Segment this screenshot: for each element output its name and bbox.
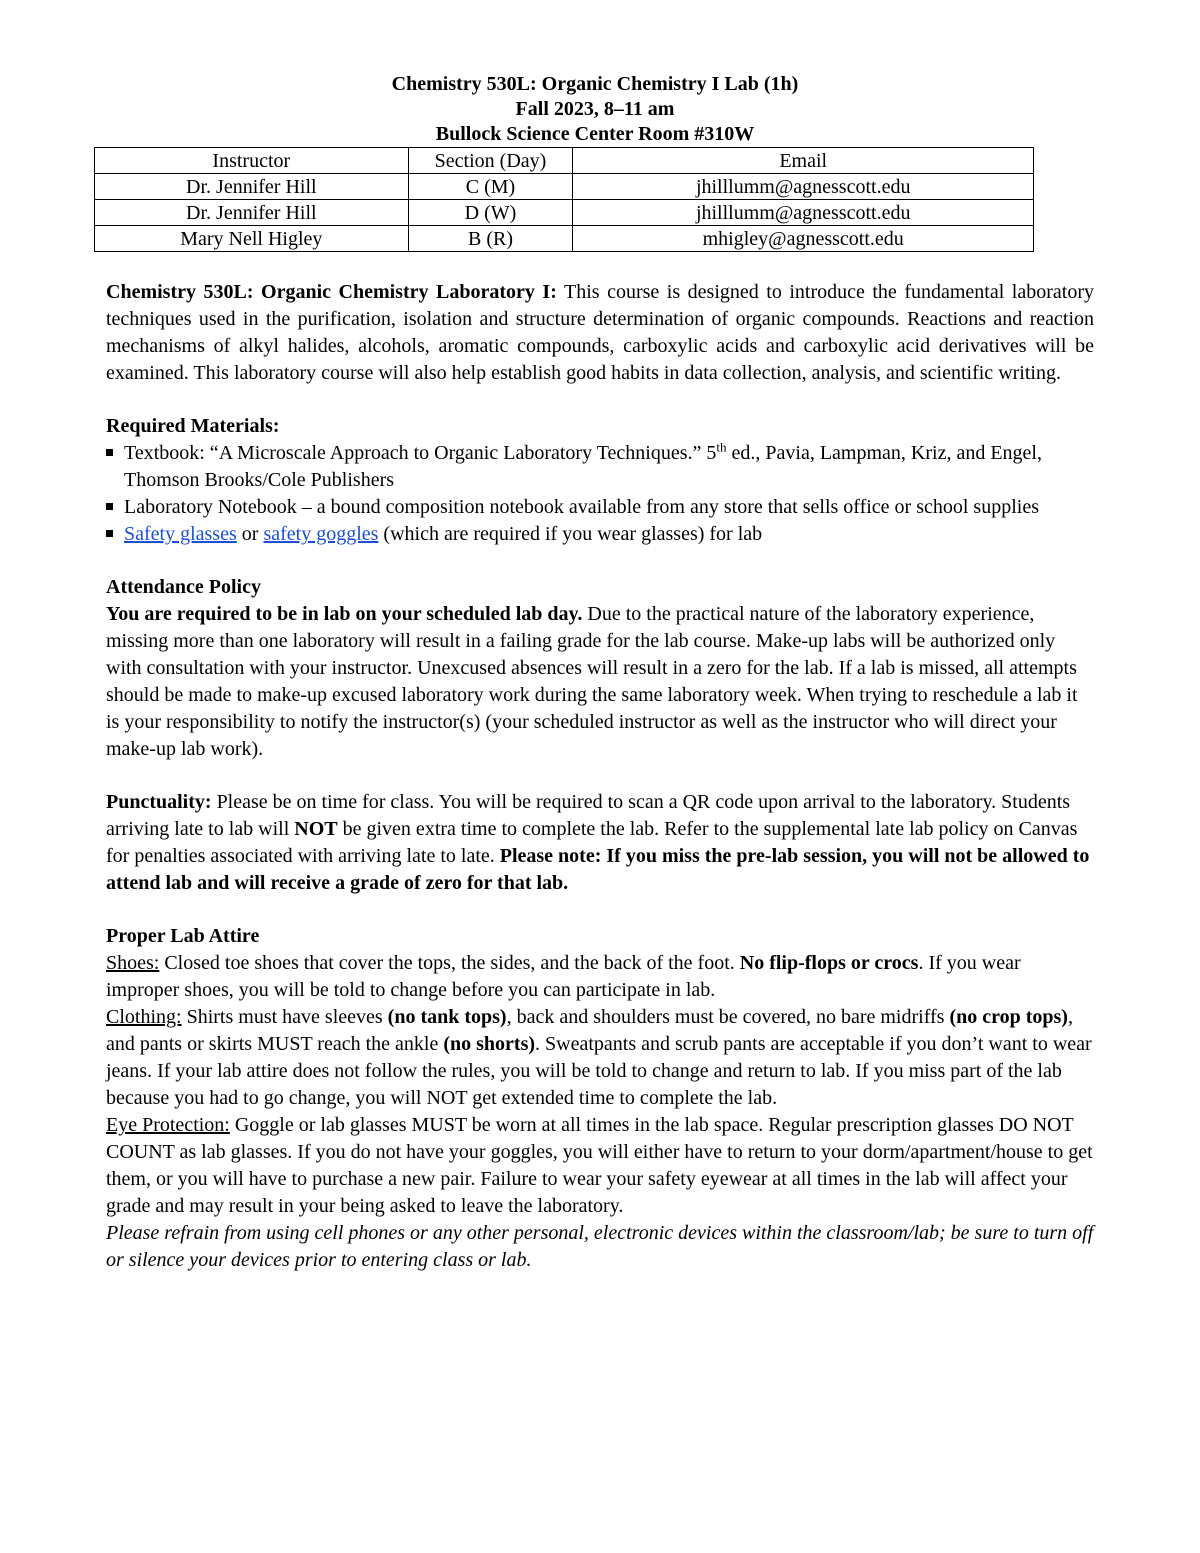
course-title: Chemistry 530L: Organic Chemistry I Lab (1h) [391, 73, 799, 95]
eye-label: Eye Protection: [106, 1114, 230, 1136]
eye-text: Goggle or lab glasses MUST be worn at all times in the lab space. Regular prescription glasses DO NOT COUNT as lab glasses. If you do not have your goggles, you will either have to return to your dorm/apartment/house to get them, or you will have to purchase a new pair. Failure to wear your safety eyewear at all times in the lab will affect your grade and may result in your being asked to leave the laboratory. [106, 1114, 1093, 1217]
attire-heading: Proper Lab Attire [106, 925, 260, 947]
table-cell: Dr. Jennifer Hill [95, 200, 409, 226]
shoes-text-1: Closed toe shoes that cover the tops, the sides, and the back of the foot. [159, 952, 740, 974]
attendance-body [106, 601, 1094, 763]
list-item [106, 494, 1094, 521]
punctuality-not: NOT [294, 818, 338, 840]
table-cell: jhilllumm@agnesscott.edu [573, 174, 1034, 200]
table-cell: D (W) [408, 200, 573, 226]
shoes-label: Shoes: [106, 952, 160, 974]
table-cell: Dr. Jennifer Hill [95, 174, 409, 200]
punctuality-paragraph [106, 789, 1094, 897]
materials-list [106, 440, 1094, 548]
punctuality-text-2: be given extra time to complete the lab. Refer to the supplemental late lab policy on Canvas for penalties associated with arriving late to late. [106, 818, 1078, 867]
attendance-text: Due to the practical nature of the laboratory experience, missing more than one laboratory will result in a failing grade for the lab course. Make-up labs will be authorized only with consultation with your instructor. Unexcused absences will result in a zero for the lab. If a lab is missed, all attempts should be made to make-up excused laboratory work during the same laboratory week. When trying to reschedule a lab it is your responsibility to notify the instructor(s) (your scheduled instructor as well as the instructor who will direct your make-up lab work). [106, 603, 1078, 760]
course-header [96, 72, 1094, 147]
syllabus-page [106, 72, 1094, 1274]
table-row [95, 226, 1034, 252]
shoes-bold: No flip-flops or crocs [739, 952, 919, 974]
punctuality-note: Please note: If you miss the pre-lab session, you will not be allowed to attend lab and will receive a grade of zero for that lab. [106, 845, 1090, 894]
table-header: Instructor [95, 148, 409, 174]
safety-rest-text: (which are required if you wear glasses) for lab [378, 523, 763, 545]
materials-heading: Required Materials: [106, 415, 280, 437]
table-cell: B (R) [408, 226, 573, 252]
attendance-lead: You are required to be in lab on your scheduled lab day. [106, 603, 583, 625]
table-row [95, 200, 1034, 226]
table-row [95, 174, 1034, 200]
clothing-text-1: Shirts must have sleeves [181, 1006, 388, 1028]
table-header: Email [573, 148, 1034, 174]
list-item [106, 440, 1094, 494]
description-lead: Chemistry 530L: Organic Chemistry Laboratory I: [106, 281, 557, 303]
list-item [106, 521, 1094, 548]
punctuality-text-1: Please be on time for class. You will be required to scan a QR code upon arrival to the laboratory. Students arriving late to lab will [106, 791, 1071, 840]
course-term: Fall 2023, 8–11 am [515, 98, 675, 120]
clothing-text-4: . Sweatpants and scrub pants are acceptable if you don’t want to wear jeans. If your lab attire does not follow the rules, you will be told to change and return to lab. If you miss part of the lab because you had to go change, you will NOT get extended time to complete the lab. [106, 1033, 1092, 1109]
clothing-bold-2: (no crop tops) [949, 1006, 1068, 1028]
table-header: Section (Day) [408, 148, 573, 174]
clothing-text-2: , back and shoulders must be covered, no bare midriffs [506, 1006, 950, 1028]
safety-glasses-link[interactable]: Safety glasses [124, 523, 237, 545]
table-cell: mhigley@agnesscott.edu [573, 226, 1034, 252]
bullet-icon [106, 530, 113, 537]
bullet-icon [106, 449, 113, 456]
shoes-text-2: . If you wear improper shoes, you will be told to change before you can participate in lab. [106, 952, 1021, 1001]
table-cell: jhilllumm@agnesscott.edu [573, 200, 1034, 226]
punctuality-label: Punctuality: [106, 791, 212, 813]
table-header-row [95, 148, 1034, 174]
attendance-heading: Attendance Policy [106, 576, 261, 598]
course-room: Bullock Science Center Room #310W [435, 123, 755, 145]
shoes-paragraph [106, 950, 1094, 1004]
table-cell: C (M) [408, 174, 573, 200]
devices-note: Please refrain from using cell phones or any other personal, electronic devices within the classroom/lab; be sure to turn off or silence your devices prior to entering class or lab. [106, 1222, 1094, 1271]
safety-or-text: or [236, 523, 264, 545]
clothing-bold-1: (no tank tops) [387, 1006, 507, 1028]
eye-paragraph [106, 1112, 1094, 1220]
safety-goggles-link[interactable]: safety goggles [263, 523, 379, 545]
bullet-icon [106, 503, 113, 510]
clothing-text-3: , and pants or skirts MUST reach the ankle [106, 1006, 1073, 1055]
clothing-label: Clothing: [106, 1006, 182, 1028]
description-body: This course is designed to introduce the fundamental laboratory techniques used in the purification, isolation and structure determination of organic compounds. Reactions and reaction mechanisms of alkyl halides, alcohols, aromatic compounds, carboxylic acids and carboxylic acid derivatives will be examined. This laboratory course will also help establish good habits in data collection, analysis, and scientific writing. [106, 281, 1094, 384]
table-cell: Mary Nell Higley [95, 226, 409, 252]
textbook-text-b: ed., Pavia, Lampman, Kriz, and Engel, Thomson Brooks/Cole Publishers [124, 442, 1042, 491]
notebook-text: Laboratory Notebook – a bound composition notebook available from any store that sells office or school supplies [124, 496, 1039, 518]
instructor-table [94, 147, 1034, 252]
textbook-sup: th [716, 439, 727, 455]
clothing-paragraph [106, 1004, 1094, 1112]
course-description [106, 279, 1094, 387]
clothing-bold-3: (no shorts) [443, 1033, 536, 1055]
textbook-text-a: Textbook: “A Microscale Approach to Organic Laboratory Techniques.” 5 [124, 442, 717, 464]
